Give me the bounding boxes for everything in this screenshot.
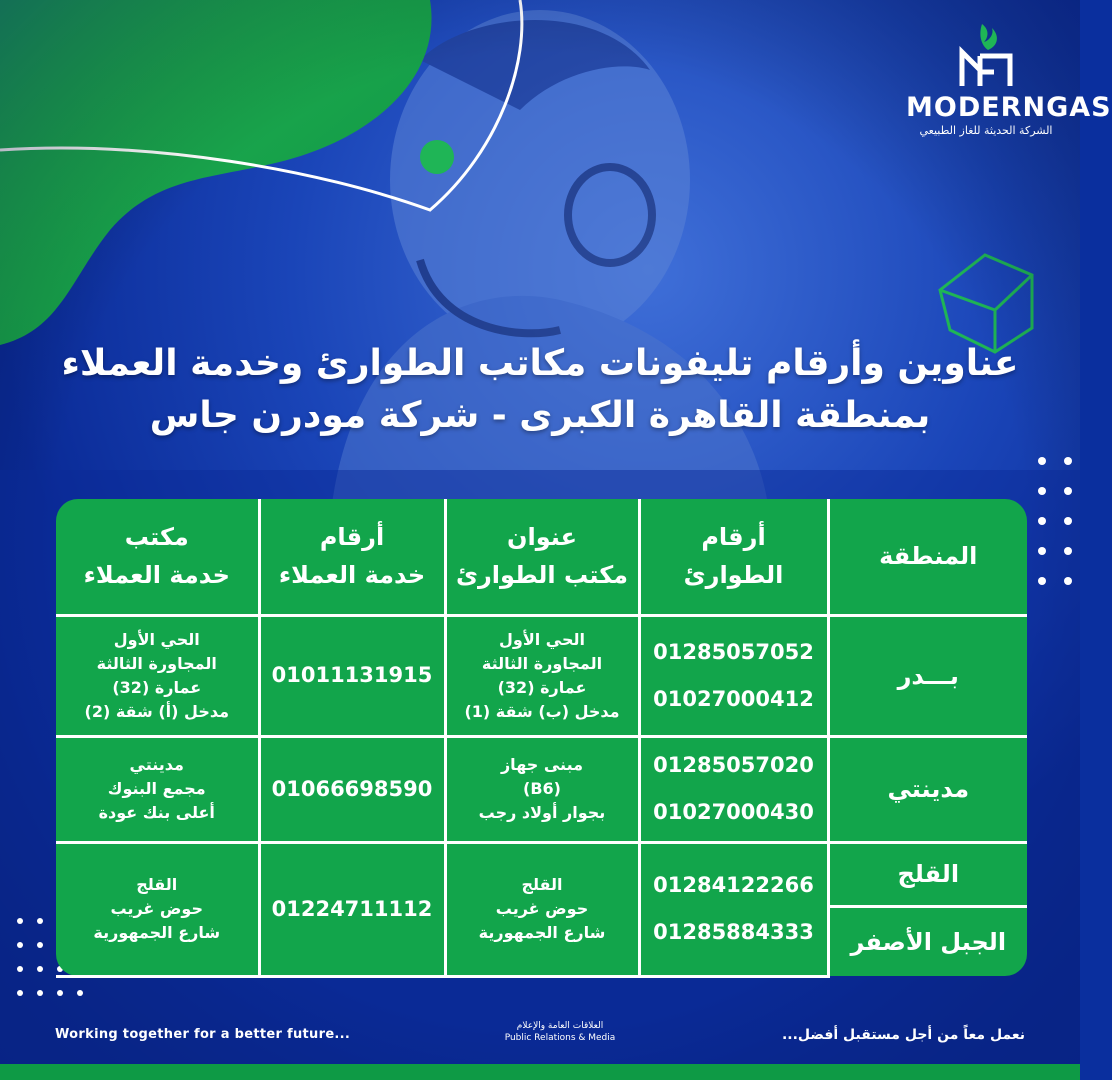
phone-number[interactable]: 01066698590 — [271, 776, 433, 801]
table-row — [56, 615, 1027, 736]
header-customer-numbers: أرقام خدمة العملاء — [259, 499, 445, 615]
emergency-numbers-cell — [639, 736, 828, 842]
customer-number-cell — [259, 842, 445, 976]
phone-number[interactable]: 01285057052 — [653, 639, 814, 664]
bottom-green-bar — [0, 1064, 1080, 1080]
phone-number[interactable]: 01285057020 — [653, 753, 814, 777]
customer-office-cell: الحي الأول المجاورة الثالثة عمارة (32) مدخل (أ) شقة (2) — [56, 615, 259, 736]
table-row — [56, 842, 1027, 906]
dot-grid-right — [1030, 455, 1080, 605]
title-line-1: عناوين وأرقام تليفونات مكاتب الطوارئ وخدمة العملاء — [61, 343, 1019, 384]
customer-number-cell — [259, 615, 445, 736]
moderngas-logo — [906, 20, 1112, 140]
emergency-numbers-cell — [639, 842, 828, 976]
phone-number[interactable]: 01224711112 — [271, 896, 433, 921]
offices-table — [56, 499, 1027, 976]
emergency-office-cell: الحي الأول المجاورة الثالثة عمارة (32) مدخل (ب) شقة (1) — [445, 615, 639, 736]
phone-number[interactable]: 01011131915 — [271, 663, 433, 687]
emergency-office-cell: مبنى جهاز (B6) بجوار أولاد رجب — [445, 736, 639, 842]
phone-number[interactable]: 01027000430 — [653, 800, 814, 824]
footer-slogan-ar: نعمل معاً من أجل مستقبل أفضل... — [781, 1027, 1025, 1043]
region-cell: مدينتي — [828, 736, 1027, 842]
flame-mg-icon — [954, 20, 1018, 90]
region-cell: القلج — [828, 842, 1027, 906]
emergency-office-cell: القلج حوض غريب شارع الجمهورية — [445, 842, 639, 976]
header-customer-office: مكتب خدمة العملاء — [56, 499, 259, 615]
customer-office-cell: القلج حوض غريب شارع الجمهورية — [56, 842, 259, 976]
brand-name: MODERNGAS — [906, 92, 1112, 123]
table-row — [56, 736, 1027, 842]
phone-number[interactable]: 01285884333 — [653, 920, 814, 944]
phone-number[interactable]: 01027000412 — [653, 686, 814, 711]
customer-number-cell — [259, 736, 445, 842]
pr-media-label: العلاقات العامة والإعلام Public Relations & Media — [504, 1021, 616, 1043]
region-cell: بـــدر — [828, 615, 1027, 736]
footer-slogan-en: Working together for a better future... — [55, 1027, 351, 1042]
header-region: المنطقة — [828, 499, 1027, 615]
phone-number[interactable]: 01284122266 — [653, 873, 814, 897]
brand-subtitle: الشركة الحديثة للغاز الطبيعي — [919, 124, 1053, 137]
header-emergency-numbers: أرقام الطوارئ — [639, 499, 828, 615]
table-header-row — [56, 499, 1027, 615]
customer-office-cell: مدينتي مجمع البنوك أعلى بنك عودة — [56, 736, 259, 842]
emergency-numbers-cell — [639, 615, 828, 736]
header-emergency-office: عنوان مكتب الطوارئ — [445, 499, 639, 615]
region-cell: الجبل الأصفر — [828, 906, 1027, 976]
page-title — [60, 338, 1020, 442]
title-line-2: بمنطقة القاهرة الكبرى - شركة مودرن جاس — [149, 395, 931, 436]
